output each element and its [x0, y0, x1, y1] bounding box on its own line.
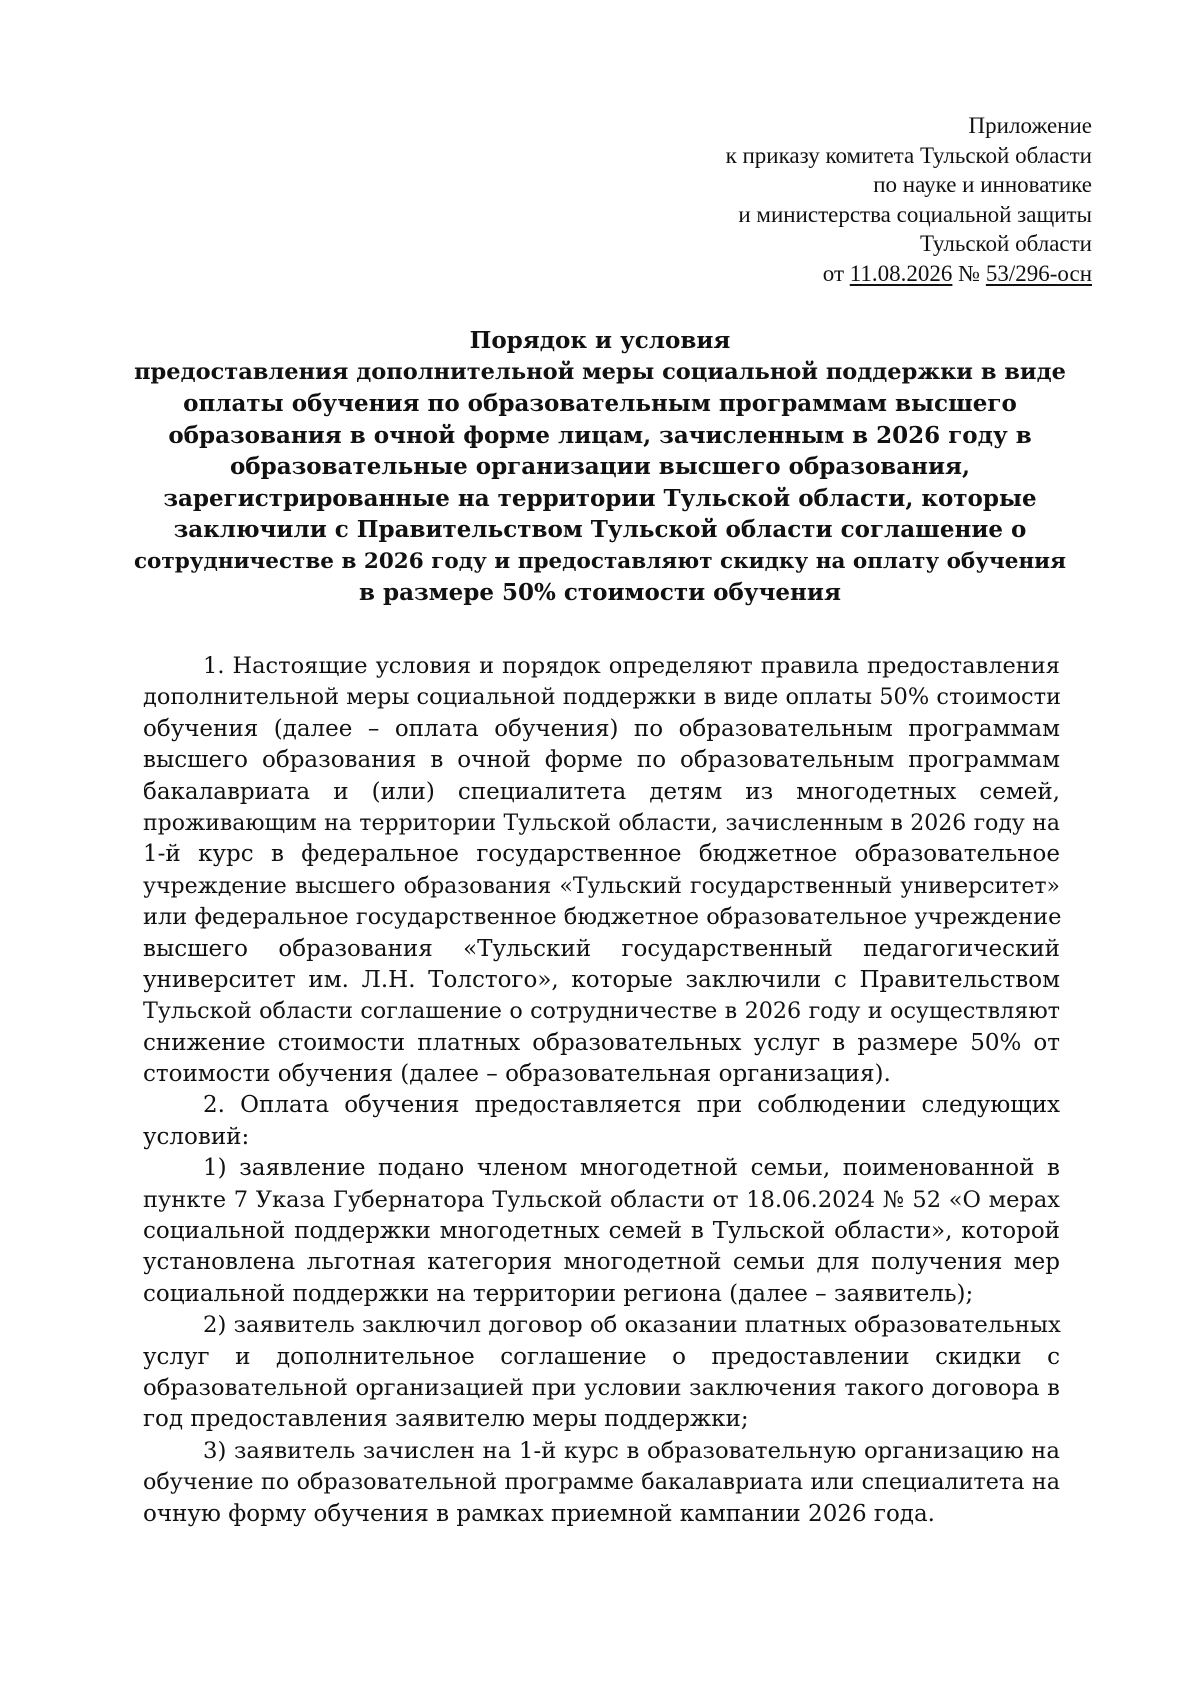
- title-line: образования в очной форме лицам, зачисленным в 2026 году в: [168, 421, 1032, 449]
- subitem-3-start: 3) заявитель зачислен на 1-й курс в образовательную организацию на: [203, 1437, 1060, 1464]
- appendix-title: Приложение: [968, 113, 1092, 138]
- title-line: образовательные организации высшего образования,: [229, 453, 971, 480]
- body-line: установлена льготная категория многодетной семьи для получения мер: [143, 1249, 1060, 1276]
- number-sign: №: [958, 260, 981, 286]
- title-line: заключили с Правительством Тульской области соглашение о: [173, 516, 1027, 543]
- appendix-line: и министерства социальной защиты: [738, 201, 1092, 227]
- order-number: 53/296-осн: [985, 260, 1092, 286]
- body-line: условий:: [143, 1123, 250, 1150]
- body-line: очную форму обучения в рамках приемной кампании 2026 года.: [143, 1500, 935, 1527]
- title-line: в размере 50% стоимости обучения: [359, 579, 841, 606]
- body-line: обучения (далее – оплата обучения) по образовательным программам: [143, 715, 1060, 742]
- subitem-2-start: 2) заявитель заключил договор об оказании платных образовательных: [203, 1312, 1061, 1339]
- title-line: сотрудничестве в 2026 году и предоставляют скидку на оплату обучения: [133, 548, 1067, 574]
- appendix-line: Тульской области: [919, 231, 1092, 256]
- body-line: социальной поддержки многодетных семей в Тульской области», которой: [143, 1218, 1060, 1245]
- body-line: или федеральное государственное бюджетное образовательное учреждение: [143, 904, 1062, 931]
- appendix-header: [612, 111, 1092, 288]
- title-line: Порядок и условия: [469, 327, 731, 354]
- paragraph-2-start: 2. Оплата обучения предоставляется при соблюдении следующих: [203, 1092, 1060, 1119]
- body-line: 1-й курс в федеральное государственное бюджетное образовательное: [143, 841, 1060, 868]
- body-line: услуг и дополнительное соглашение о предоставлении скидки с: [143, 1343, 1060, 1370]
- subitem-1-start: 1) заявление подано членом многодетной семьи, поименованной в: [203, 1155, 1060, 1182]
- body-line: социальной поддержки на территории региона (далее – заявитель);: [143, 1280, 974, 1307]
- body-line: Тульской области соглашение о сотрудничестве в 2026 году и осуществляют: [143, 998, 1060, 1025]
- body-line: бакалавриата и (или) специалитета детям из многодетных семей,: [143, 778, 1060, 805]
- body-line: высшего образования «Тульский государственный педагогический: [143, 935, 1060, 962]
- body-line: высшего образования в очной форме по образовательным программам: [143, 747, 1060, 774]
- document-title: [130, 325, 1070, 609]
- body-line: пункте 7 Указа Губернатора Тульской области от 18.06.2024 № 52 «О мерах: [143, 1186, 1060, 1213]
- body-line: дополнительной меры социальной поддержки в виде оплаты 50% стоимости: [143, 684, 1062, 711]
- appendix-from-prefix: от: [822, 260, 844, 286]
- body-line: обучение по образовательной программе бакалавриата или специалитета на: [143, 1469, 1060, 1496]
- body-line: университет им. Л.Н. Толстого», которые заключили с Правительством: [143, 966, 1060, 993]
- body-line: образовательной организацией при условии заключения такого договора в: [143, 1374, 1060, 1401]
- title-line: зарегистрированные на территории Тульской области, которые: [163, 484, 1037, 512]
- paragraph-1-start: 1. Настоящие условия и порядок определяют правила предоставления: [203, 653, 1060, 679]
- title-line: оплаты обучения по образовательным программам высшего: [183, 390, 1017, 417]
- body-line: снижение стоимости платных образовательных услуг в размере 50% от: [143, 1029, 1060, 1056]
- body-line: стоимости обучения (далее – образовательная организация).: [143, 1061, 891, 1088]
- appendix-line: к приказу комитета Тульской области: [725, 142, 1092, 168]
- appendix-date-number: [612, 259, 1092, 289]
- document-body: [143, 651, 1060, 1530]
- title-line: предоставления дополнительной меры социальной поддержки в виде: [134, 358, 1066, 385]
- body-line: проживающим на территории Тульской области, зачисленным в 2026 году на: [143, 810, 1060, 836]
- body-line: год предоставления заявителю меры поддержки;: [143, 1406, 749, 1433]
- order-date: 11.08.2026: [849, 260, 953, 286]
- appendix-line: по науке и инноватике: [873, 172, 1092, 197]
- body-line: учреждение высшего образования «Тульский государственный университет»: [143, 873, 1060, 899]
